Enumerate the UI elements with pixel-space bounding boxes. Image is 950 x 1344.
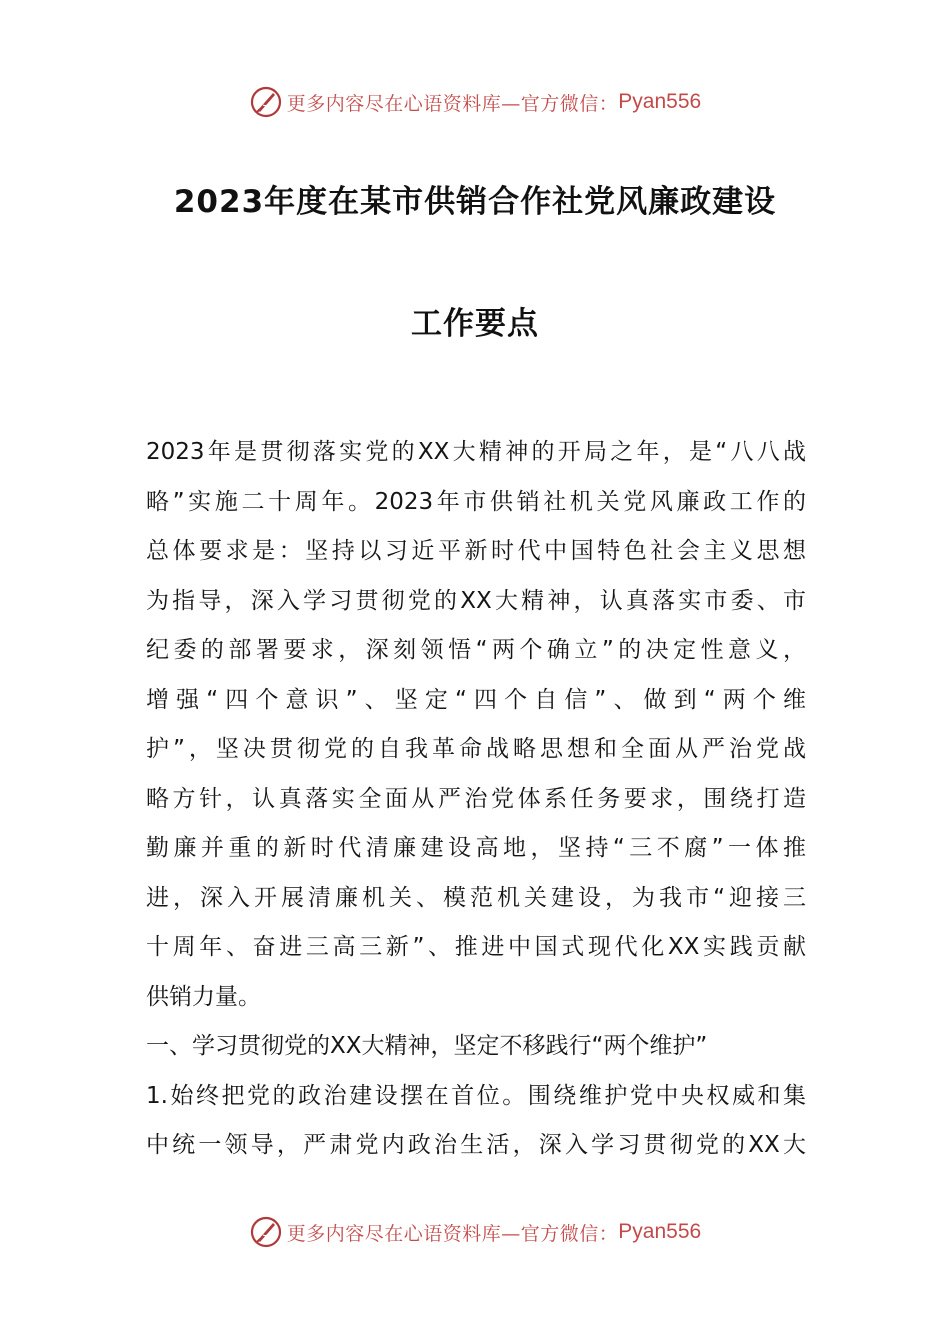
body-line: 纪委的部署要求，深刻领悟“两个确立”的决定性意义， xyxy=(146,637,806,663)
body-line: 2023年是贯彻落实党的XX大精神的开局之年，是“八八战 xyxy=(146,439,806,465)
quill-logo-icon xyxy=(249,1215,283,1249)
body-line: 十周年、奋进三高三新”、推进中国式现代化XX实践贡献 xyxy=(146,934,806,960)
body-line: 1.始终把党的政治建设摆在首位。围绕维护党中央权威和集 xyxy=(146,1082,806,1109)
quill-logo-icon xyxy=(249,85,283,119)
body-line: 略方针，认真落实全面从严治党体系任务要求，围绕打造 xyxy=(146,785,806,812)
watermark-text: 更多内容尽在心语资料库—官方微信： xyxy=(286,92,619,115)
body-line: 中统一领导，严肃党内政治生活，深入学习贯彻党的XX大 xyxy=(146,1132,806,1158)
body-line: 进，深入开展清廉机关、模范机关建设，为我市“迎接三 xyxy=(146,884,806,911)
watermark-wechat-id: Pyan556 xyxy=(618,90,702,113)
body-line: 护”，坚决贯彻党的自我革命战略思想和全面从严治党战 xyxy=(146,736,806,762)
watermark-text: 更多内容尽在心语资料库—官方微信： xyxy=(286,1222,619,1245)
body-line: 略”实施二十周年。2023年市供销社机关党风廉政工作的 xyxy=(146,488,806,515)
body-line: 为指导，深入学习贯彻党的XX大精神，认真落实市委、市 xyxy=(146,587,806,614)
document-body xyxy=(146,428,806,1171)
watermark-wechat-id: Pyan556 xyxy=(618,1220,702,1243)
body-line: 总体要求是：坚持以习近平新时代中国特色社会主义思想 xyxy=(146,538,806,564)
header-watermark xyxy=(0,82,950,122)
footer-watermark xyxy=(0,1212,950,1252)
body-line: 供销力量。 xyxy=(146,983,261,1010)
body-line: 勤廉并重的新时代清廉建设高地，坚持“三不腐”一体推 xyxy=(146,835,806,861)
document-title-line2: 工作要点 xyxy=(411,306,539,342)
document-title-line1: 2023年度在某市供销合作社党风廉政建设 xyxy=(173,184,777,220)
section-heading: 一、学习贯彻党的XX大精神，坚定不移践行“两个维护” xyxy=(146,1033,708,1059)
body-line: 增强“四个意识”、坚定“四个自信”、做到“两个维 xyxy=(146,686,806,713)
